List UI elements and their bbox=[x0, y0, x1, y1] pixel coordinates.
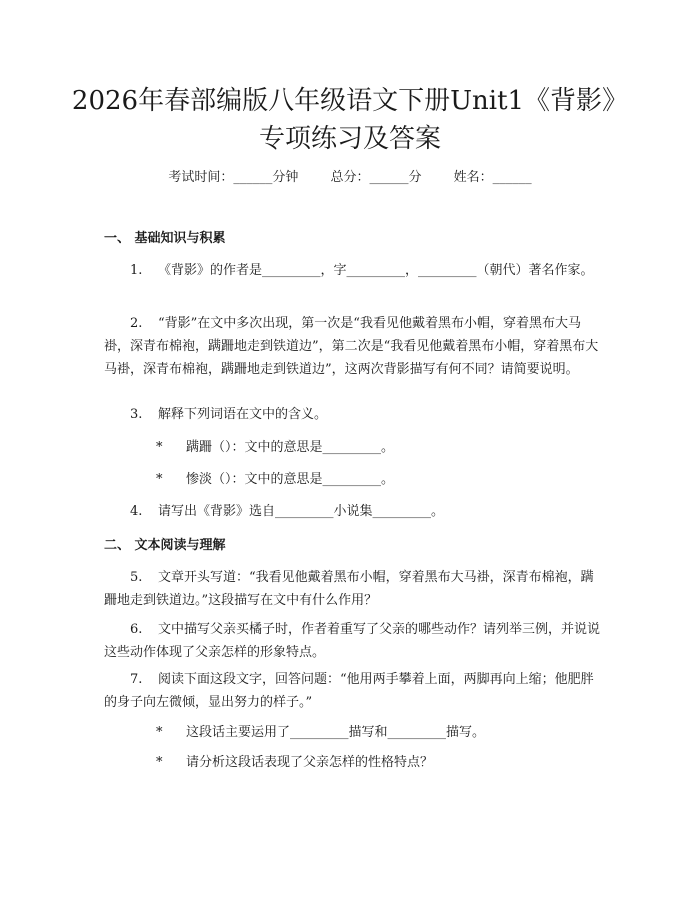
bullet-marker: * bbox=[156, 440, 163, 455]
question-number: 2. bbox=[130, 316, 143, 331]
question-4 bbox=[104, 500, 600, 523]
bullet-marker: * bbox=[156, 472, 163, 487]
question-number: 5. bbox=[130, 570, 143, 585]
question-number: 1. bbox=[130, 263, 143, 278]
question-7-item-2 bbox=[156, 753, 600, 773]
question-1 bbox=[104, 259, 600, 282]
section-heading-2: 二、 文本阅读与理解 bbox=[104, 538, 226, 553]
exam-time-field: 考试时间：______分钟 bbox=[168, 170, 299, 185]
question-7 bbox=[104, 668, 600, 714]
question-6 bbox=[104, 618, 600, 664]
question-number: 7. bbox=[130, 672, 143, 687]
bullet-marker: * bbox=[156, 725, 163, 740]
question-text: 阅读下面这段文字，回答问题：“他用两手攀着上面，两脚再向上缩；他肥胖的身子向左微倾，显出努力的样子。” bbox=[104, 672, 594, 710]
question-text: 文中描写父亲买橘子时，作者着重写了父亲的哪些动作？请列举三例，并说说这些动作体现了父亲怎样的形象特点。 bbox=[104, 622, 601, 660]
exam-info-line bbox=[0, 168, 700, 188]
question-number: 3. bbox=[130, 407, 143, 422]
document-title: 2026年春部编版八年级语文下册Unit1《背影》专项练习及答案 bbox=[71, 86, 629, 154]
question-2 bbox=[104, 312, 600, 381]
question-3-item-1 bbox=[156, 438, 600, 458]
student-name-field: 姓名：______ bbox=[453, 170, 532, 185]
question-number: 4. bbox=[130, 504, 143, 519]
bullet-marker: * bbox=[156, 755, 163, 770]
question-number: 6. bbox=[130, 622, 143, 637]
question-text: 《背影》的作者是_________，字_________，_________（朝代）著名作家。 bbox=[158, 263, 594, 278]
question-text: 请写出《背影》选自_________小说集_________。 bbox=[158, 504, 445, 519]
question-3-item-2 bbox=[156, 470, 600, 490]
question-text: 解释下列词语在文中的含义。 bbox=[158, 407, 328, 422]
question-3 bbox=[104, 403, 600, 426]
question-text: “背影”在文中多次出现，第一次是“我看见他戴着黑布小帽，穿着黑布大马褂，深青布棉袍，蹒跚地走到铁道边”，第二次是“我看见他戴着黑布小帽，穿着黑布大马褂，深青布棉袍，蹒跚地走到铁道边”，这两次背影描写有何不同？请简要说明。 bbox=[104, 316, 599, 377]
question-5 bbox=[104, 566, 600, 612]
sub-item-text: 蹒跚（）：文中的意思是_________。 bbox=[186, 440, 395, 455]
sub-item-text: 这段话主要运用了_________描写和_________描写。 bbox=[186, 725, 486, 740]
question-7-item-1 bbox=[156, 723, 600, 743]
sub-item-text: 请分析这段话表现了父亲怎样的性格特点？ bbox=[186, 755, 434, 770]
sub-item-text: 惨淡（）：文中的意思是_________。 bbox=[186, 472, 395, 487]
section-heading-1: 一、 基础知识与积累 bbox=[104, 231, 226, 246]
total-score-field: 总分：______分 bbox=[330, 170, 422, 185]
question-text: 文章开头写道：“我看见他戴着黑布小帽，穿着黑布大马褂，深青布棉袍，蹒跚地走到铁道边。”这段描写在文中有什么作用？ bbox=[104, 570, 594, 608]
